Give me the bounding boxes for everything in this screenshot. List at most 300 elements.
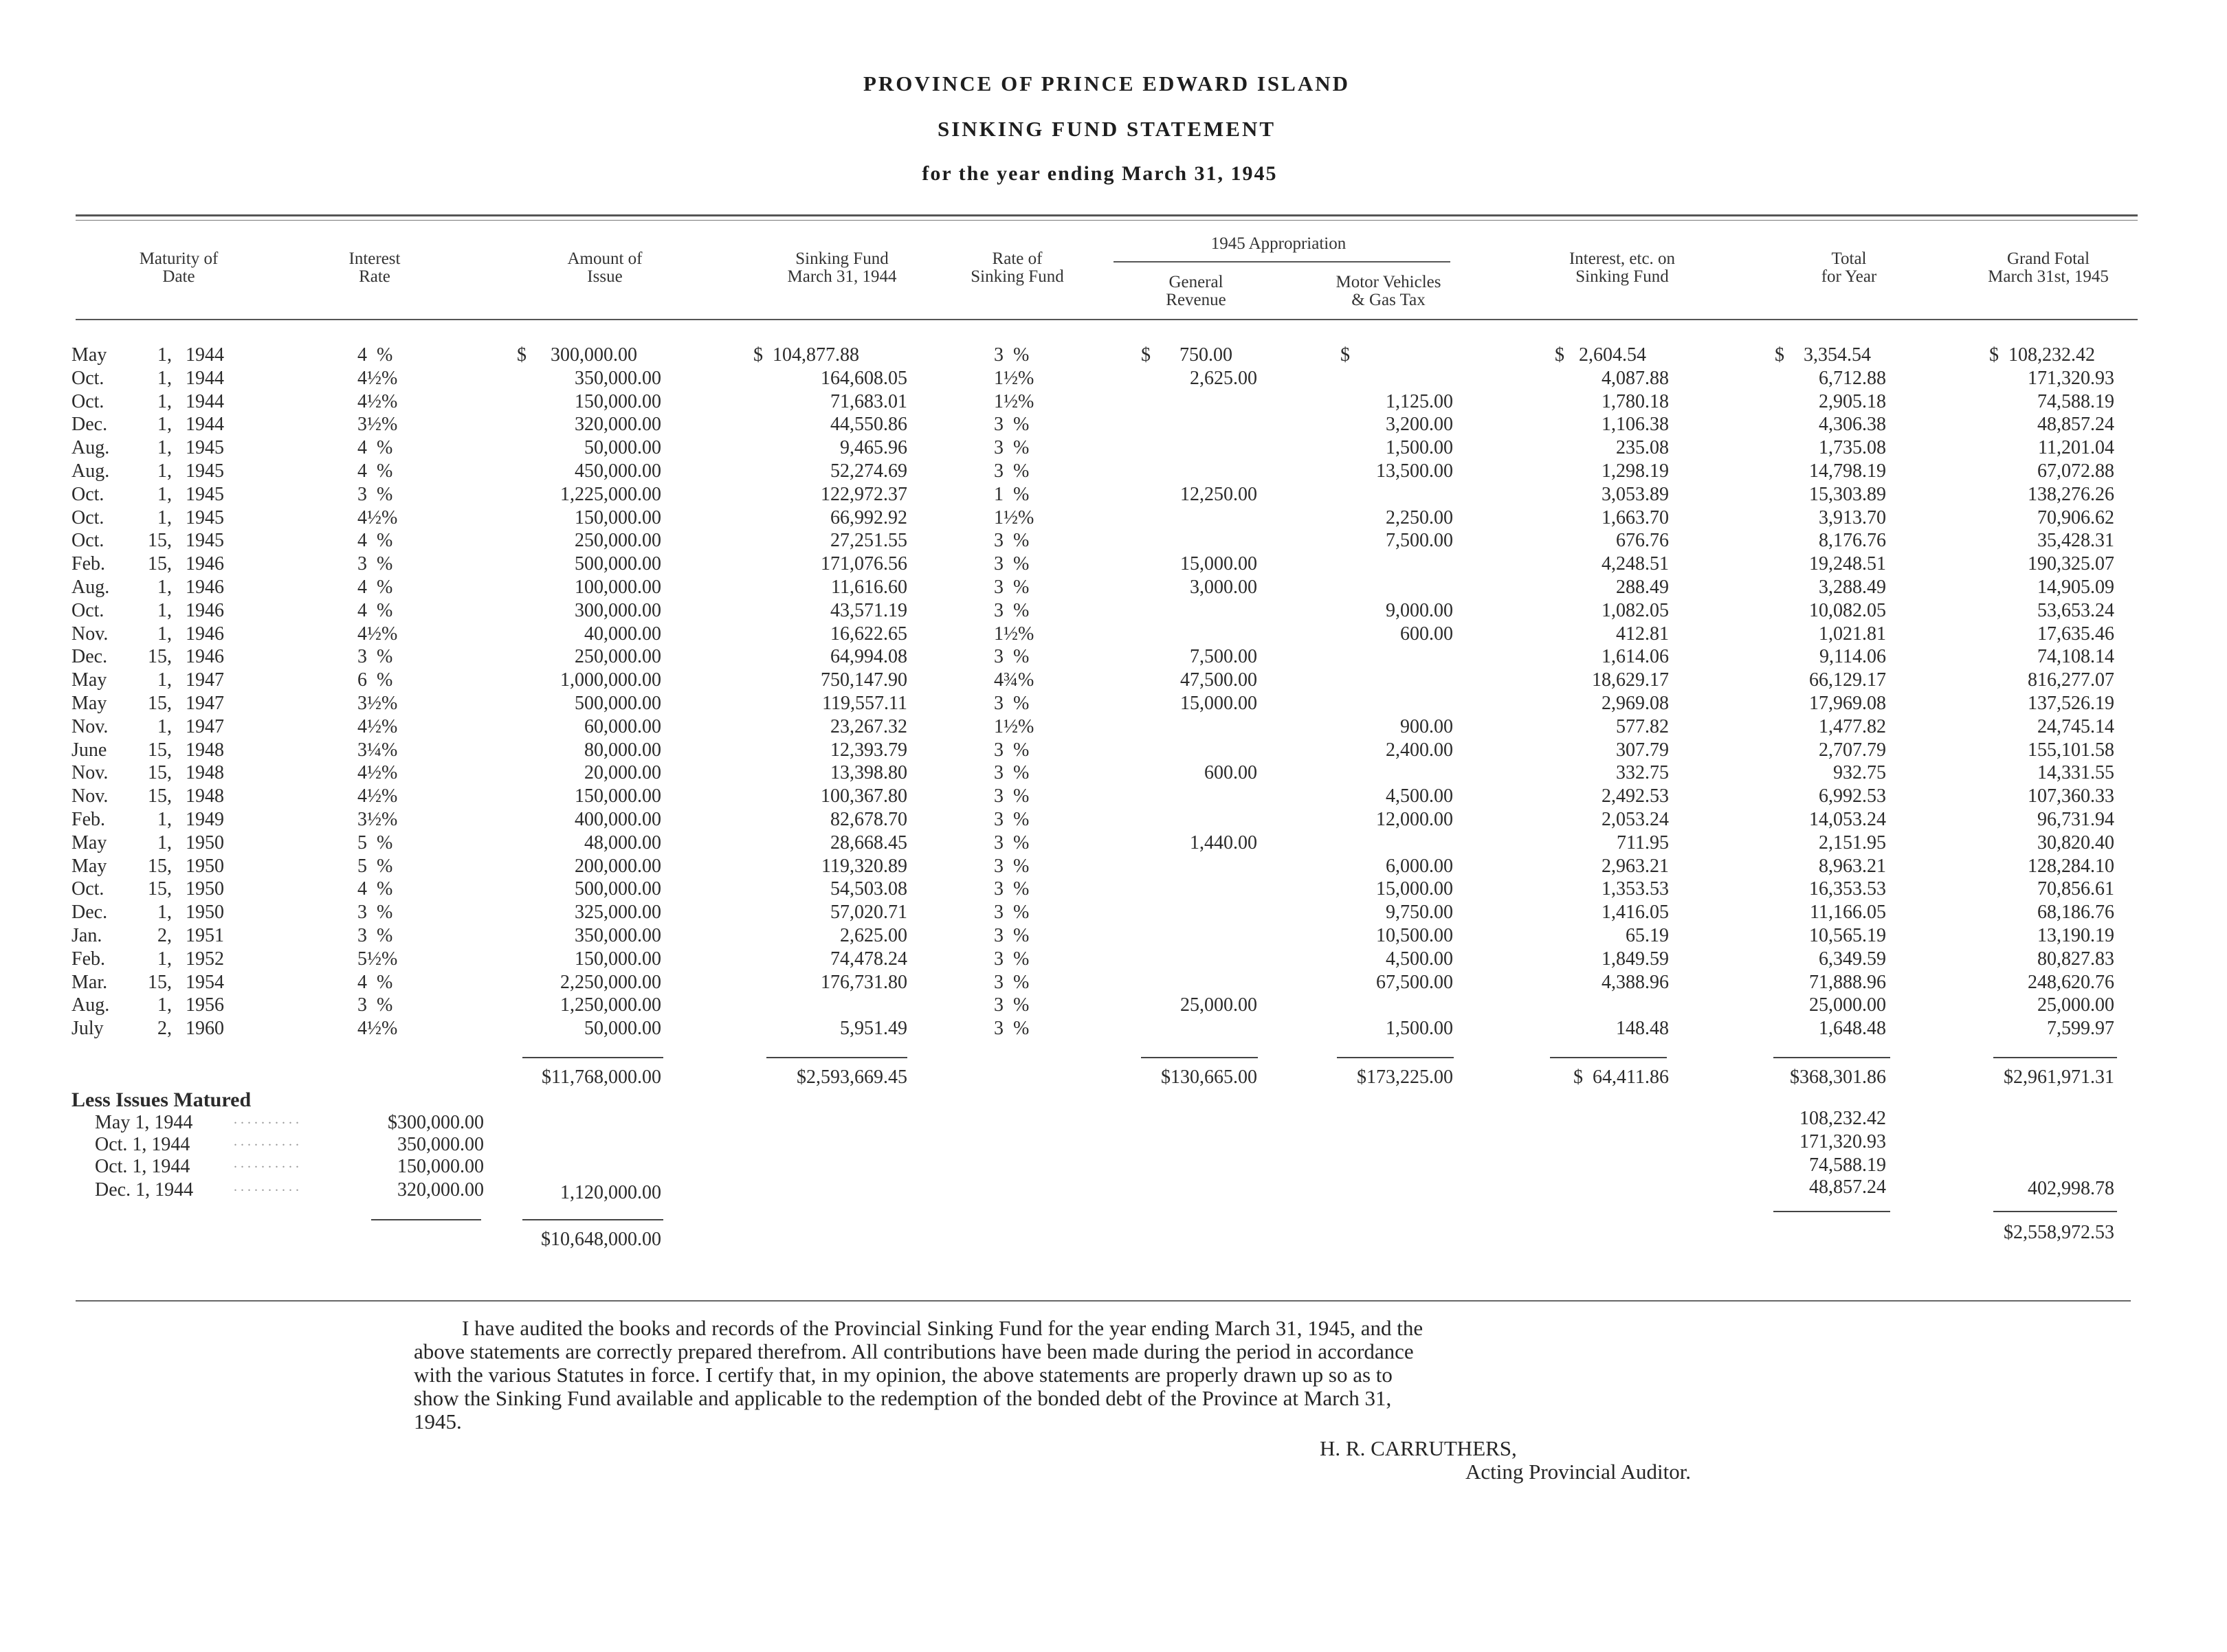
less-total-year-4: 48,857.24 <box>1809 1176 1886 1198</box>
row-1-interest-rate: 4 % <box>357 344 393 366</box>
row-1-general-revenue: $ 750.00 <box>1141 344 1232 366</box>
less-total-year-3: 74,588.19 <box>1809 1154 1886 1176</box>
row-5-maturity-day: 1, <box>157 437 172 458</box>
less-item-4-date: Dec. 1, 1944 <box>95 1179 194 1201</box>
row-8-motor-vehicles-gas-tax: 2,250.00 <box>1386 507 1453 528</box>
amount-total: $11,768,000.00 <box>542 1067 661 1088</box>
motor-vehicles-total: $173,225.00 <box>1357 1067 1453 1088</box>
row-29-maturity-year: 1956 <box>186 994 224 1016</box>
row-9-maturity-day: 15, <box>148 530 172 551</box>
row-27-interest-on-sinking-fund: 1,849.59 <box>1602 948 1669 970</box>
row-19-grand-total-1945: 14,331.55 <box>2037 762 2114 783</box>
less-item-2-leader: . . . . . . . . . . <box>234 1134 299 1149</box>
row-18-maturity-year: 1948 <box>186 739 224 761</box>
row-2-grand-total-1945: 171,320.93 <box>2028 368 2114 389</box>
col-interest-sf-line2: Sinking Fund <box>1575 267 1669 286</box>
total-year-total: $368,301.86 <box>1790 1067 1886 1088</box>
row-23-sinking-fund-rate: 3 % <box>994 856 1030 877</box>
row-12-sinking-fund-1944: 43,571.19 <box>830 600 907 621</box>
row-16-general-revenue: 15,000.00 <box>1180 693 1257 714</box>
row-2-sinking-fund-rate: 1½% <box>994 368 1034 389</box>
row-22-maturity-month: May <box>71 832 107 853</box>
row-27-maturity-year: 1952 <box>186 948 224 970</box>
row-20-maturity-day: 15, <box>148 785 172 807</box>
row-23-sinking-fund-1944: 119,320.89 <box>821 856 907 877</box>
row-23-grand-total-1945: 128,284.10 <box>2028 856 2114 877</box>
row-3-sinking-fund-rate: 1½% <box>994 391 1034 412</box>
row-4-interest-on-sinking-fund: 1,106.38 <box>1602 414 1669 435</box>
col-general-revenue-line1: General <box>1168 273 1223 291</box>
motor-vehicles-total-rule <box>1337 1057 1454 1058</box>
general-revenue-total: $130,665.00 <box>1161 1067 1257 1088</box>
row-10-issue-amount: 500,000.00 <box>575 553 661 574</box>
row-7-interest-rate: 3 % <box>357 484 393 505</box>
row-10-maturity-day: 15, <box>148 553 172 574</box>
certificate-line-5: 1945. <box>414 1409 462 1433</box>
row-11-maturity-month: Aug. <box>71 577 110 598</box>
statement-subtitle: for the year ending March 31, 1945 <box>922 162 1278 185</box>
row-17-grand-total-1945: 24,745.14 <box>2037 716 2114 737</box>
row-17-motor-vehicles-gas-tax: 900.00 <box>1400 716 1453 737</box>
row-15-grand-total-1945: 816,277.07 <box>2028 669 2114 691</box>
row-14-maturity-day: 15, <box>148 646 172 667</box>
row-29-maturity-day: 1, <box>157 994 172 1016</box>
row-25-interest-on-sinking-fund: 1,416.05 <box>1602 902 1669 923</box>
row-13-interest-rate: 4½% <box>357 623 398 645</box>
row-17-total-for-year: 1,477.82 <box>1819 716 1886 737</box>
row-4-total-for-year: 4,306.38 <box>1819 414 1886 435</box>
row-2-sinking-fund-1944: 164,608.05 <box>821 368 907 389</box>
statement-title: SINKING FUND STATEMENT <box>937 117 1276 141</box>
col-sinking-fund-line1: Sinking Fund <box>795 249 889 268</box>
row-28-maturity-month: Mar. <box>71 972 108 993</box>
row-28-interest-on-sinking-fund: 4,388.96 <box>1602 972 1669 993</box>
row-28-interest-rate: 4 % <box>357 972 393 993</box>
row-30-maturity-year: 1960 <box>186 1018 224 1039</box>
row-2-maturity-day: 1, <box>157 368 172 389</box>
row-12-interest-on-sinking-fund: 1,082.05 <box>1602 600 1669 621</box>
row-12-maturity-day: 1, <box>157 600 172 621</box>
row-6-maturity-year: 1945 <box>186 460 224 482</box>
row-15-issue-amount: 1,000,000.00 <box>560 669 661 691</box>
row-1-total-for-year: $ 3,354.54 <box>1775 344 1871 366</box>
interest-sf-total-rule <box>1550 1057 1667 1058</box>
row-30-sinking-fund-rate: 3 % <box>994 1018 1030 1039</box>
row-18-issue-amount: 80,000.00 <box>584 739 661 761</box>
row-16-interest-on-sinking-fund: 2,969.08 <box>1602 693 1669 714</box>
row-22-issue-amount: 48,000.00 <box>584 832 661 853</box>
sinking-fund-total-rule <box>766 1057 907 1058</box>
col-general-revenue-line2: Revenue <box>1166 291 1226 309</box>
row-5-maturity-year: 1945 <box>186 437 224 458</box>
row-7-maturity-year: 1945 <box>186 484 224 505</box>
row-26-motor-vehicles-gas-tax: 10,500.00 <box>1376 925 1453 946</box>
row-18-motor-vehicles-gas-tax: 2,400.00 <box>1386 739 1453 761</box>
row-30-motor-vehicles-gas-tax: 1,500.00 <box>1386 1018 1453 1039</box>
row-15-maturity-day: 1, <box>157 669 172 691</box>
row-3-grand-total-1945: 74,588.19 <box>2037 391 2114 412</box>
row-22-maturity-day: 1, <box>157 832 172 853</box>
row-24-grand-total-1945: 70,856.61 <box>2037 878 2114 900</box>
col-interest-sf-line1: Interest, etc. on <box>1569 249 1676 268</box>
row-25-grand-total-1945: 68,186.76 <box>2037 902 2114 923</box>
row-1-maturity-year: 1944 <box>186 344 224 366</box>
row-29-sinking-fund-rate: 3 % <box>994 994 1030 1016</box>
row-24-maturity-day: 15, <box>148 878 172 900</box>
row-17-sinking-fund-1944: 23,267.32 <box>830 716 907 737</box>
row-20-total-for-year: 6,992.53 <box>1819 785 1886 807</box>
row-27-interest-rate: 5½% <box>357 948 398 970</box>
row-13-total-for-year: 1,021.81 <box>1819 623 1886 645</box>
row-24-total-for-year: 16,353.53 <box>1809 878 1886 900</box>
less-net-rule <box>522 1219 663 1220</box>
row-24-motor-vehicles-gas-tax: 15,000.00 <box>1376 878 1453 900</box>
row-21-interest-on-sinking-fund: 2,053.24 <box>1602 809 1669 830</box>
row-12-total-for-year: 10,082.05 <box>1809 600 1886 621</box>
row-13-maturity-day: 1, <box>157 623 172 645</box>
row-6-maturity-day: 1, <box>157 460 172 482</box>
row-10-maturity-year: 1946 <box>186 553 224 574</box>
row-8-grand-total-1945: 70,906.62 <box>2037 507 2114 528</box>
row-28-issue-amount: 2,250,000.00 <box>560 972 661 993</box>
row-26-sinking-fund-1944: 2,625.00 <box>840 925 907 946</box>
row-24-maturity-year: 1950 <box>186 878 224 900</box>
row-5-motor-vehicles-gas-tax: 1,500.00 <box>1386 437 1453 458</box>
less-subtotal-rule-left <box>371 1219 481 1220</box>
row-4-sinking-fund-1944: 44,550.86 <box>830 414 907 435</box>
row-6-total-for-year: 14,798.19 <box>1809 460 1886 482</box>
row-14-issue-amount: 250,000.00 <box>575 646 661 667</box>
row-5-maturity-month: Aug. <box>71 437 110 458</box>
row-22-maturity-year: 1950 <box>186 832 224 853</box>
row-30-maturity-month: July <box>71 1018 104 1039</box>
row-30-total-for-year: 1,648.48 <box>1819 1018 1886 1039</box>
row-30-grand-total-1945: 7,599.97 <box>2047 1018 2114 1039</box>
row-15-sinking-fund-rate: 4¾% <box>994 669 1034 691</box>
row-12-issue-amount: 300,000.00 <box>575 600 661 621</box>
row-4-interest-rate: 3½% <box>357 414 398 435</box>
row-20-maturity-year: 1948 <box>186 785 224 807</box>
row-1-grand-total-1945: $ 108,232.42 <box>1989 344 2095 366</box>
row-5-total-for-year: 1,735.08 <box>1819 437 1886 458</box>
row-11-maturity-day: 1, <box>157 577 172 598</box>
less-item-4-leader: . . . . . . . . . . <box>234 1179 299 1194</box>
row-26-interest-on-sinking-fund: 65.19 <box>1626 925 1669 946</box>
col-grand-total-line2: March 31st, 1945 <box>1988 267 2109 286</box>
row-18-interest-rate: 3¼% <box>357 739 398 761</box>
row-2-total-for-year: 6,712.88 <box>1819 368 1886 389</box>
col-amount-line2: Issue <box>587 267 623 286</box>
row-7-total-for-year: 15,303.89 <box>1809 484 1886 505</box>
less-item-4-amount: 320,000.00 <box>397 1179 484 1201</box>
row-21-grand-total-1945: 96,731.94 <box>2037 809 2114 830</box>
certificate-line-4: show the Sinking Fund available and applicable to the redemption of the bonded debt of the Province at March 31, <box>414 1386 1392 1410</box>
row-13-grand-total-1945: 17,635.46 <box>2037 623 2114 645</box>
row-14-interest-on-sinking-fund: 1,614.06 <box>1602 646 1669 667</box>
row-22-grand-total-1945: 30,820.40 <box>2037 832 2114 853</box>
row-29-issue-amount: 1,250,000.00 <box>560 994 661 1016</box>
row-18-sinking-fund-1944: 12,393.79 <box>830 739 907 761</box>
row-14-sinking-fund-1944: 64,994.08 <box>830 646 907 667</box>
row-7-sinking-fund-rate: 1 % <box>994 484 1030 505</box>
row-27-maturity-month: Feb. <box>71 948 105 970</box>
row-21-interest-rate: 3½% <box>357 809 398 830</box>
row-30-interest-rate: 4½% <box>357 1018 398 1039</box>
row-20-motor-vehicles-gas-tax: 4,500.00 <box>1386 785 1453 807</box>
row-11-sinking-fund-rate: 3 % <box>994 577 1030 598</box>
row-24-maturity-month: Oct. <box>71 878 104 900</box>
row-11-interest-rate: 4 % <box>357 577 393 598</box>
less-item-1-date: May 1, 1944 <box>95 1112 193 1133</box>
col-amount-line1: Amount of <box>567 249 643 268</box>
row-23-maturity-year: 1950 <box>186 856 224 877</box>
row-9-total-for-year: 8,176.76 <box>1819 530 1886 551</box>
row-28-motor-vehicles-gas-tax: 67,500.00 <box>1376 972 1453 993</box>
row-30-sinking-fund-1944: 5,951.49 <box>840 1018 907 1039</box>
less-item-1-leader: . . . . . . . . . . <box>234 1112 299 1127</box>
col-motor-vehicles-line2: & Gas Tax <box>1351 291 1426 309</box>
row-17-maturity-day: 1, <box>157 716 172 737</box>
net-grand-total: $2,558,972.53 <box>2004 1222 2114 1243</box>
row-5-grand-total-1945: 11,201.04 <box>2038 437 2114 458</box>
row-16-sinking-fund-1944: 119,557.11 <box>822 693 907 714</box>
row-7-maturity-month: Oct. <box>71 484 104 505</box>
row-27-motor-vehicles-gas-tax: 4,500.00 <box>1386 948 1453 970</box>
row-6-sinking-fund-1944: 52,274.69 <box>830 460 907 482</box>
row-11-issue-amount: 100,000.00 <box>575 577 661 598</box>
row-19-sinking-fund-1944: 13,398.80 <box>830 762 907 783</box>
general-revenue-total-rule <box>1141 1057 1258 1058</box>
row-16-sinking-fund-rate: 3 % <box>994 693 1030 714</box>
row-28-sinking-fund-1944: 176,731.80 <box>821 972 907 993</box>
col-motor-vehicles-line1: Motor Vehicles <box>1336 273 1441 291</box>
row-12-maturity-year: 1946 <box>186 600 224 621</box>
row-20-grand-total-1945: 107,360.33 <box>2028 785 2114 807</box>
row-16-maturity-day: 15, <box>148 693 172 714</box>
row-3-maturity-day: 1, <box>157 391 172 412</box>
row-24-sinking-fund-rate: 3 % <box>994 878 1030 900</box>
row-2-issue-amount: 350,000.00 <box>575 368 661 389</box>
row-3-issue-amount: 150,000.00 <box>575 391 661 412</box>
row-24-interest-on-sinking-fund: 1,353.53 <box>1602 878 1669 900</box>
less-total-year-2: 171,320.93 <box>1799 1131 1886 1152</box>
row-24-issue-amount: 500,000.00 <box>575 878 661 900</box>
row-1-interest-on-sinking-fund: $ 2,604.54 <box>1555 344 1646 366</box>
row-6-motor-vehicles-gas-tax: 13,500.00 <box>1376 460 1453 482</box>
row-11-grand-total-1945: 14,905.09 <box>2037 577 2114 598</box>
row-20-sinking-fund-1944: 100,367.80 <box>821 785 907 807</box>
row-28-maturity-day: 15, <box>148 972 172 993</box>
row-19-issue-amount: 20,000.00 <box>584 762 661 783</box>
row-6-issue-amount: 450,000.00 <box>575 460 661 482</box>
less-amount-total: 1,120,000.00 <box>560 1182 661 1203</box>
row-17-interest-on-sinking-fund: 577.82 <box>1616 716 1669 737</box>
amount-total-rule <box>522 1057 663 1058</box>
row-30-maturity-day: 2, <box>157 1018 172 1039</box>
row-23-issue-amount: 200,000.00 <box>575 856 661 877</box>
row-1-motor-vehicles-gas-tax: $ <box>1340 344 1350 366</box>
row-16-grand-total-1945: 137,526.19 <box>2028 693 2114 714</box>
row-27-issue-amount: 150,000.00 <box>575 948 661 970</box>
row-4-issue-amount: 320,000.00 <box>575 414 661 435</box>
row-26-grand-total-1945: 13,190.19 <box>2037 925 2114 946</box>
row-26-maturity-year: 1951 <box>186 925 224 946</box>
less-item-2-date: Oct. 1, 1944 <box>95 1134 190 1155</box>
row-8-maturity-day: 1, <box>157 507 172 528</box>
row-20-maturity-month: Nov. <box>71 785 109 807</box>
col-sinking-fund-line2: March 31, 1944 <box>787 267 897 286</box>
row-9-maturity-year: 1945 <box>186 530 224 551</box>
row-10-total-for-year: 19,248.51 <box>1809 553 1886 574</box>
row-19-total-for-year: 932.75 <box>1833 762 1886 783</box>
row-21-issue-amount: 400,000.00 <box>575 809 661 830</box>
less-item-3-date: Oct. 1, 1944 <box>95 1156 190 1177</box>
row-6-grand-total-1945: 67,072.88 <box>2037 460 2114 482</box>
row-21-motor-vehicles-gas-tax: 12,000.00 <box>1376 809 1453 830</box>
row-11-total-for-year: 3,288.49 <box>1819 577 1886 598</box>
row-8-sinking-fund-rate: 1½% <box>994 507 1034 528</box>
row-15-total-for-year: 66,129.17 <box>1809 669 1886 691</box>
row-4-sinking-fund-rate: 3 % <box>994 414 1030 435</box>
row-16-interest-rate: 3½% <box>357 693 398 714</box>
row-7-grand-total-1945: 138,276.26 <box>2028 484 2114 505</box>
row-10-sinking-fund-1944: 171,076.56 <box>821 553 907 574</box>
row-6-interest-on-sinking-fund: 1,298.19 <box>1602 460 1669 482</box>
row-25-sinking-fund-rate: 3 % <box>994 902 1030 923</box>
row-2-general-revenue: 2,625.00 <box>1190 368 1257 389</box>
less-grand-rule <box>1993 1211 2117 1212</box>
row-4-grand-total-1945: 48,857.24 <box>2037 414 2114 435</box>
row-25-motor-vehicles-gas-tax: 9,750.00 <box>1386 902 1453 923</box>
row-10-maturity-month: Feb. <box>71 553 105 574</box>
row-18-sinking-fund-rate: 3 % <box>994 739 1030 761</box>
row-21-maturity-day: 1, <box>157 809 172 830</box>
row-1-sinking-fund-rate: 3 % <box>994 344 1030 366</box>
less-item-3-leader: . . . . . . . . . . <box>234 1156 299 1171</box>
row-30-interest-on-sinking-fund: 148.48 <box>1616 1018 1669 1039</box>
row-12-motor-vehicles-gas-tax: 9,000.00 <box>1386 600 1453 621</box>
row-3-interest-rate: 4½% <box>357 391 398 412</box>
row-15-maturity-year: 1947 <box>186 669 224 691</box>
row-13-sinking-fund-1944: 16,622.65 <box>830 623 907 645</box>
row-28-total-for-year: 71,888.96 <box>1809 972 1886 993</box>
row-28-sinking-fund-rate: 3 % <box>994 972 1030 993</box>
row-25-sinking-fund-1944: 57,020.71 <box>830 902 907 923</box>
row-16-maturity-month: May <box>71 693 107 714</box>
row-27-maturity-day: 1, <box>157 948 172 970</box>
row-9-motor-vehicles-gas-tax: 7,500.00 <box>1386 530 1453 551</box>
row-2-interest-rate: 4½% <box>357 368 398 389</box>
row-9-grand-total-1945: 35,428.31 <box>2037 530 2114 551</box>
row-10-interest-on-sinking-fund: 4,248.51 <box>1602 553 1669 574</box>
row-8-issue-amount: 150,000.00 <box>575 507 661 528</box>
row-24-interest-rate: 4 % <box>357 878 393 900</box>
row-7-sinking-fund-1944: 122,972.37 <box>821 484 907 505</box>
interest-sf-total: $ 64,411.86 <box>1573 1067 1669 1088</box>
row-8-maturity-year: 1945 <box>186 507 224 528</box>
row-26-maturity-day: 2, <box>157 925 172 946</box>
row-14-sinking-fund-rate: 3 % <box>994 646 1030 667</box>
row-8-total-for-year: 3,913.70 <box>1819 507 1886 528</box>
row-19-maturity-month: Nov. <box>71 762 109 783</box>
row-4-maturity-year: 1944 <box>186 414 224 435</box>
row-12-interest-rate: 4 % <box>357 600 393 621</box>
row-27-sinking-fund-rate: 3 % <box>994 948 1030 970</box>
row-9-sinking-fund-1944: 27,251.55 <box>830 530 907 551</box>
row-19-general-revenue: 600.00 <box>1204 762 1257 783</box>
row-28-grand-total-1945: 248,620.76 <box>2028 972 2114 993</box>
row-10-grand-total-1945: 190,325.07 <box>2028 553 2114 574</box>
bottom-rule <box>76 1300 2131 1302</box>
row-23-interest-on-sinking-fund: 2,963.21 <box>1602 856 1669 877</box>
row-3-sinking-fund-1944: 71,683.01 <box>830 391 907 412</box>
row-22-interest-on-sinking-fund: 711.95 <box>1617 832 1669 853</box>
row-18-maturity-month: June <box>71 739 107 761</box>
row-25-maturity-month: Dec. <box>71 902 108 923</box>
row-3-motor-vehicles-gas-tax: 1,125.00 <box>1386 391 1453 412</box>
row-3-interest-on-sinking-fund: 1,780.18 <box>1602 391 1669 412</box>
row-1-maturity-month: May <box>71 344 107 366</box>
row-4-maturity-day: 1, <box>157 414 172 435</box>
row-11-sinking-fund-1944: 11,616.60 <box>831 577 907 598</box>
row-22-sinking-fund-rate: 3 % <box>994 832 1030 853</box>
row-14-maturity-year: 1946 <box>186 646 224 667</box>
row-19-maturity-day: 15, <box>148 762 172 783</box>
row-8-sinking-fund-1944: 66,992.92 <box>830 507 907 528</box>
row-23-maturity-month: May <box>71 856 107 877</box>
sinking-fund-total: $2,593,669.45 <box>797 1067 907 1088</box>
row-25-maturity-year: 1950 <box>186 902 224 923</box>
row-21-maturity-month: Feb. <box>71 809 105 830</box>
row-23-total-for-year: 8,963.21 <box>1819 856 1886 877</box>
row-22-total-for-year: 2,151.95 <box>1819 832 1886 853</box>
less-issues-label: Less Issues Matured <box>71 1089 252 1111</box>
row-1-issue-amount: $ 300,000.00 <box>517 344 637 366</box>
row-10-general-revenue: 15,000.00 <box>1180 553 1257 574</box>
row-13-interest-on-sinking-fund: 412.81 <box>1616 623 1669 645</box>
row-25-maturity-day: 1, <box>157 902 172 923</box>
row-12-maturity-month: Oct. <box>71 600 104 621</box>
row-15-general-revenue: 47,500.00 <box>1180 669 1257 691</box>
row-2-maturity-month: Oct. <box>71 368 104 389</box>
row-5-sinking-fund-1944: 9,465.96 <box>840 437 907 458</box>
col-total-year-line1: Total <box>1831 249 1867 268</box>
row-17-maturity-year: 1947 <box>186 716 224 737</box>
province-title: PROVINCE OF PRINCE EDWARD ISLAND <box>863 71 1350 96</box>
row-24-sinking-fund-1944: 54,503.08 <box>830 878 907 900</box>
row-13-motor-vehicles-gas-tax: 600.00 <box>1400 623 1453 645</box>
less-total-year-rule <box>1773 1211 1890 1212</box>
row-4-motor-vehicles-gas-tax: 3,200.00 <box>1386 414 1453 435</box>
row-22-interest-rate: 5 % <box>357 832 393 853</box>
row-6-sinking-fund-rate: 3 % <box>994 460 1030 482</box>
row-9-issue-amount: 250,000.00 <box>575 530 661 551</box>
row-14-interest-rate: 3 % <box>357 646 393 667</box>
row-3-total-for-year: 2,905.18 <box>1819 391 1886 412</box>
row-20-interest-on-sinking-fund: 2,492.53 <box>1602 785 1669 807</box>
row-29-total-for-year: 25,000.00 <box>1809 994 1886 1016</box>
row-21-total-for-year: 14,053.24 <box>1809 809 1886 830</box>
less-item-3-amount: 150,000.00 <box>397 1156 484 1177</box>
row-1-maturity-day: 1, <box>157 344 172 366</box>
row-23-interest-rate: 5 % <box>357 856 393 877</box>
row-30-issue-amount: 50,000.00 <box>584 1018 661 1039</box>
row-14-grand-total-1945: 74,108.14 <box>2037 646 2114 667</box>
row-16-maturity-year: 1947 <box>186 693 224 714</box>
less-grand-deduction: 402,998.78 <box>2028 1178 2114 1199</box>
row-3-maturity-month: Oct. <box>71 391 104 412</box>
row-14-total-for-year: 9,114.06 <box>1819 646 1886 667</box>
